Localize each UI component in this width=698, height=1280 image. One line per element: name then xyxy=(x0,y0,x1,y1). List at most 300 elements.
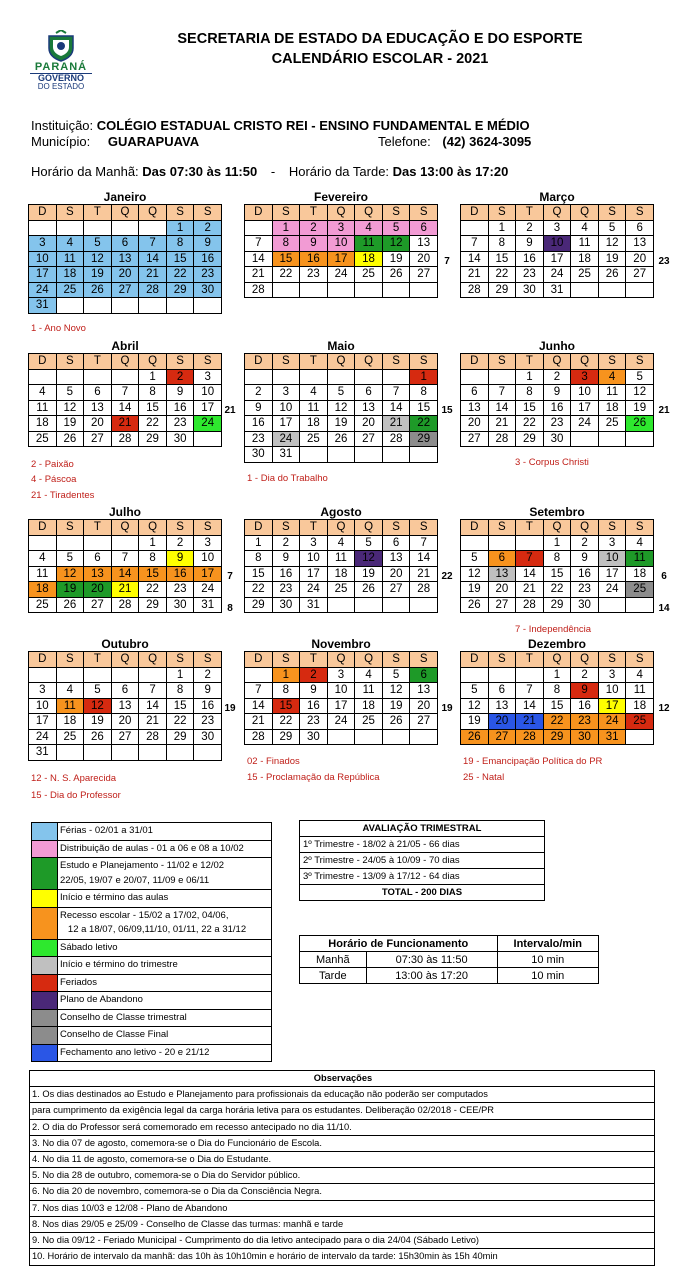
day-cell: 17 xyxy=(300,567,328,583)
day-cell: 10 xyxy=(300,551,328,567)
day-cell: 15 xyxy=(516,401,544,417)
day-cell: 5 xyxy=(383,221,411,237)
day-cell: 21 xyxy=(139,267,167,283)
day-cell: 28 xyxy=(410,582,438,598)
empty-cell xyxy=(57,370,85,386)
day-cell: 5 xyxy=(57,385,85,401)
day-cell: 10 xyxy=(599,683,627,699)
day-cell: 26 xyxy=(84,730,112,746)
observation-item: 8. Nos dias 29/05 e 25/09 - Conselho de Classe das turmas: manhã e tarde xyxy=(30,1217,654,1233)
weekday-header: S xyxy=(410,520,438,536)
day-cell: 9 xyxy=(194,236,222,252)
observation-item: 10. Horário de intervalo da manhã: das 10h às 10h10min e horário de intervalo da tarde: 15h30min às 15h 40min xyxy=(32,1251,498,1262)
day-cell: 27 xyxy=(489,730,517,746)
day-cell: 17 xyxy=(328,699,356,715)
day-cell: 16 xyxy=(571,699,599,715)
day-cell: 20 xyxy=(355,416,383,432)
institution-label: Instituição: xyxy=(31,118,94,133)
day-cell: 18 xyxy=(57,714,85,730)
empty-cell xyxy=(571,432,599,448)
day-cell: 31 xyxy=(599,730,627,746)
day-cell: 13 xyxy=(383,551,411,567)
day-cell: 8 xyxy=(167,683,195,699)
day-cell: 22 xyxy=(139,416,167,432)
day-cell: 3 xyxy=(29,236,57,252)
day-cell: 6 xyxy=(410,668,438,684)
day-cell: 30 xyxy=(273,598,301,614)
day-cell: 22 xyxy=(167,267,195,283)
legend-text: Sábado letivo xyxy=(60,941,118,953)
day-cell: 22 xyxy=(410,416,438,432)
day-cell: 7 xyxy=(489,385,517,401)
weekday-header: Q xyxy=(355,652,383,668)
empty-cell xyxy=(328,598,356,614)
weekday-header: S xyxy=(383,520,411,536)
day-cell: 24 xyxy=(599,714,627,730)
weekday-header: T xyxy=(84,652,112,668)
day-cell: 26 xyxy=(599,267,627,283)
day-cell: 19 xyxy=(328,416,356,432)
weekday-header: Q xyxy=(571,652,599,668)
evaluation-row: 2º Trimestre - 24/05 à 10/09 - 70 dias xyxy=(300,853,545,869)
day-cell: 24 xyxy=(328,267,356,283)
day-cell: 26 xyxy=(84,283,112,299)
day-cell: 20 xyxy=(461,416,489,432)
shift-name: Manhã xyxy=(300,952,367,968)
day-cell: 3 xyxy=(599,668,627,684)
day-cell: 11 xyxy=(57,252,85,268)
weekday-header: S xyxy=(57,205,85,221)
day-cell: 24 xyxy=(29,730,57,746)
phone-label: Telefone: xyxy=(378,134,431,149)
day-cell: 19 xyxy=(57,416,85,432)
day-cell: 14 xyxy=(112,401,140,417)
day-cell: 5 xyxy=(461,551,489,567)
weekday-header: D xyxy=(245,652,273,668)
day-cell: 24 xyxy=(544,267,572,283)
day-cell: 9 xyxy=(167,385,195,401)
day-cell: 4 xyxy=(599,370,627,386)
weekday-header: Q xyxy=(139,652,167,668)
empty-cell xyxy=(489,668,517,684)
empty-cell xyxy=(626,283,654,299)
weekday-header: Q xyxy=(355,354,383,370)
day-cell: 31 xyxy=(273,447,301,463)
day-cell: 22 xyxy=(544,582,572,598)
interval-header: Intervalo/min xyxy=(497,936,598,952)
day-cell: 8 xyxy=(410,385,438,401)
day-cell: 24 xyxy=(328,714,356,730)
empty-cell xyxy=(84,668,112,684)
weekday-header: Q xyxy=(544,205,572,221)
monthly-school-days: 14 xyxy=(658,603,670,614)
weekday-header: S xyxy=(194,652,222,668)
day-cell: 15 xyxy=(489,252,517,268)
monthly-school-days: 7 xyxy=(227,571,233,582)
day-cell: 21 xyxy=(489,416,517,432)
month-grid xyxy=(28,651,222,761)
empty-cell xyxy=(626,598,654,614)
day-cell: 11 xyxy=(328,551,356,567)
institution-line xyxy=(31,118,530,133)
day-cell: 12 xyxy=(461,699,489,715)
legend-row xyxy=(32,957,271,975)
day-cell: 19 xyxy=(383,252,411,268)
day-cell: 28 xyxy=(139,730,167,746)
phone-value: (42) 3624-3095 xyxy=(442,134,532,149)
monthly-school-days: 23 xyxy=(658,256,670,267)
day-cell: 20 xyxy=(84,416,112,432)
day-cell: 10 xyxy=(29,699,57,715)
day-cell: 18 xyxy=(355,699,383,715)
day-cell: 5 xyxy=(626,370,654,386)
day-cell: 21 xyxy=(245,267,273,283)
weekday-header: Q xyxy=(112,205,140,221)
weekday-header: T xyxy=(84,354,112,370)
empty-cell xyxy=(167,298,195,314)
empty-cell xyxy=(461,668,489,684)
day-cell: 6 xyxy=(112,236,140,252)
weekday-header: T xyxy=(516,652,544,668)
month-name: Dezembro xyxy=(527,637,586,651)
day-cell: 13 xyxy=(461,401,489,417)
legend-swatch xyxy=(32,841,58,858)
header-title: SECRETARIA DE ESTADO DA EDUCAÇÃO E DO ESPORTE xyxy=(177,31,583,47)
day-cell: 31 xyxy=(194,598,222,614)
empty-cell xyxy=(328,283,356,299)
day-cell: 5 xyxy=(383,668,411,684)
day-cell: 27 xyxy=(84,598,112,614)
month-grid xyxy=(460,651,654,745)
day-cell: 29 xyxy=(544,730,572,746)
day-cell: 2 xyxy=(300,221,328,237)
day-cell: 3 xyxy=(194,536,222,552)
day-cell: 28 xyxy=(112,598,140,614)
day-cell: 23 xyxy=(167,416,195,432)
day-cell: 30 xyxy=(571,598,599,614)
day-cell: 25 xyxy=(57,283,85,299)
day-cell: 1 xyxy=(410,370,438,386)
day-cell: 22 xyxy=(167,714,195,730)
empty-cell xyxy=(599,432,627,448)
day-cell: 31 xyxy=(29,298,57,314)
day-cell: 13 xyxy=(112,252,140,268)
weekday-header: S xyxy=(599,354,627,370)
day-cell: 22 xyxy=(516,416,544,432)
empty-cell xyxy=(355,598,383,614)
empty-cell xyxy=(516,668,544,684)
day-cell: 1 xyxy=(516,370,544,386)
day-cell: 4 xyxy=(328,536,356,552)
day-cell: 29 xyxy=(167,730,195,746)
day-cell: 24 xyxy=(571,416,599,432)
day-cell: 21 xyxy=(245,714,273,730)
empty-cell xyxy=(461,221,489,237)
legend-row xyxy=(32,1010,271,1028)
day-cell: 7 xyxy=(245,236,273,252)
empty-cell xyxy=(84,221,112,237)
month-grid xyxy=(244,519,438,613)
monthly-school-days: 15 xyxy=(441,405,453,416)
day-cell: 13 xyxy=(626,236,654,252)
day-cell: 7 xyxy=(112,385,140,401)
empty-cell xyxy=(29,370,57,386)
day-cell: 28 xyxy=(139,283,167,299)
day-cell: 16 xyxy=(300,699,328,715)
empty-cell xyxy=(57,298,85,314)
day-cell: 6 xyxy=(626,221,654,237)
day-cell: 26 xyxy=(57,598,85,614)
schedule-line xyxy=(31,164,508,179)
empty-cell xyxy=(84,298,112,314)
weekday-header: S xyxy=(626,205,654,221)
day-cell: 14 xyxy=(461,252,489,268)
legend-row xyxy=(32,1045,271,1062)
day-cell: 5 xyxy=(84,683,112,699)
day-cell: 16 xyxy=(300,252,328,268)
day-cell: 4 xyxy=(626,668,654,684)
weekday-header: S xyxy=(599,205,627,221)
day-cell: 30 xyxy=(544,432,572,448)
weekday-header: Q xyxy=(328,520,356,536)
legend-text: Início e término das aulas xyxy=(60,892,169,903)
legend-swatch xyxy=(32,957,58,974)
day-cell: 2 xyxy=(167,370,195,386)
weekday-header: Q xyxy=(328,652,356,668)
empty-cell xyxy=(112,668,140,684)
weekday-header: T xyxy=(300,520,328,536)
day-cell: 16 xyxy=(245,416,273,432)
day-cell: 14 xyxy=(383,401,411,417)
weekday-header: S xyxy=(57,652,85,668)
legend-row xyxy=(32,940,271,958)
day-cell: 7 xyxy=(139,683,167,699)
day-cell: 11 xyxy=(355,683,383,699)
day-cell: 7 xyxy=(112,551,140,567)
day-cell: 8 xyxy=(245,551,273,567)
day-cell: 15 xyxy=(273,699,301,715)
weekday-header: S xyxy=(273,652,301,668)
day-cell: 10 xyxy=(273,401,301,417)
day-cell: 8 xyxy=(273,236,301,252)
holiday-note-abr-1: 2 - Paixão xyxy=(31,459,74,470)
weekday-header: Q xyxy=(571,520,599,536)
day-cell: 12 xyxy=(626,385,654,401)
schedule-separator: - xyxy=(270,164,276,179)
day-cell: 16 xyxy=(167,401,195,417)
monthly-school-days: 21 xyxy=(224,405,236,416)
day-cell: 17 xyxy=(194,567,222,583)
month-grid xyxy=(460,204,654,298)
empty-cell xyxy=(626,432,654,448)
day-cell: 2 xyxy=(544,370,572,386)
day-cell: 25 xyxy=(29,432,57,448)
day-cell: 21 xyxy=(383,416,411,432)
day-cell: 25 xyxy=(626,714,654,730)
evaluation-row: 3º Trimestre - 13/09 à 17/12 - 64 dias xyxy=(300,869,545,885)
day-cell: 9 xyxy=(167,551,195,567)
day-cell: 5 xyxy=(84,236,112,252)
day-cell: 24 xyxy=(300,582,328,598)
day-cell: 10 xyxy=(29,252,57,268)
day-cell: 21 xyxy=(516,582,544,598)
day-cell: 18 xyxy=(626,699,654,715)
day-cell: 6 xyxy=(112,683,140,699)
monthly-school-days: 7 xyxy=(444,256,450,267)
monthly-school-days: 19 xyxy=(224,703,236,714)
day-cell: 30 xyxy=(167,432,195,448)
day-cell: 1 xyxy=(167,668,195,684)
day-cell: 19 xyxy=(461,582,489,598)
empty-cell xyxy=(112,536,140,552)
weekday-header: S xyxy=(410,354,438,370)
day-cell: 7 xyxy=(461,236,489,252)
day-cell: 12 xyxy=(383,683,411,699)
legend-text: Distribuição de aulas - 01 a 06 e 08 a 10/02 xyxy=(60,842,244,854)
holiday-note-dez-2: 25 - Natal xyxy=(463,772,505,783)
day-cell: 7 xyxy=(383,385,411,401)
weekday-header: T xyxy=(516,520,544,536)
day-cell: 6 xyxy=(410,221,438,237)
day-cell: 22 xyxy=(489,267,517,283)
day-cell: 26 xyxy=(57,432,85,448)
observation-item: 7. Nos dias 10/03 e 12/08 - Plano de Abandono xyxy=(30,1201,654,1217)
day-cell: 23 xyxy=(516,267,544,283)
weekday-header: T xyxy=(300,652,328,668)
day-cell: 11 xyxy=(29,567,57,583)
day-cell: 8 xyxy=(544,551,572,567)
day-cell: 29 xyxy=(139,432,167,448)
day-cell: 8 xyxy=(273,683,301,699)
day-cell: 14 xyxy=(112,567,140,583)
empty-cell xyxy=(599,598,627,614)
day-cell: 30 xyxy=(571,730,599,746)
day-cell: 22 xyxy=(245,582,273,598)
day-cell: 2 xyxy=(273,536,301,552)
monthly-school-days: 19 xyxy=(441,703,453,714)
day-cell: 19 xyxy=(57,582,85,598)
weekday-header: D xyxy=(245,205,273,221)
day-cell: 9 xyxy=(571,551,599,567)
day-cell: 17 xyxy=(29,714,57,730)
day-cell: 23 xyxy=(300,267,328,283)
empty-cell xyxy=(383,598,411,614)
day-cell: 26 xyxy=(461,598,489,614)
day-cell: 7 xyxy=(245,683,273,699)
empty-cell xyxy=(355,370,383,386)
month-name: Março xyxy=(539,190,575,204)
holiday-note-nov-2: 15 - Proclamação da República xyxy=(247,772,380,783)
shift-name: Tarde xyxy=(300,968,367,984)
day-cell: 9 xyxy=(273,551,301,567)
month-calendar-março xyxy=(460,190,654,298)
weekday-header: S xyxy=(626,652,654,668)
empty-cell xyxy=(300,370,328,386)
day-cell: 10 xyxy=(599,551,627,567)
day-cell: 20 xyxy=(410,252,438,268)
observations-box xyxy=(29,1070,655,1266)
empty-cell xyxy=(84,745,112,761)
day-cell: 7 xyxy=(516,683,544,699)
observation-item: 9. No dia 09/12 - Feriado Municipal - Cumprimento do dia letivo antecipado para o dia 24/04 (Sábado Letivo) xyxy=(30,1233,654,1249)
morning-label: Horário da Manhã: xyxy=(31,164,139,179)
legend-swatch xyxy=(32,890,58,907)
day-cell: 16 xyxy=(273,567,301,583)
day-cell: 24 xyxy=(599,582,627,598)
weekday-header: D xyxy=(29,520,57,536)
day-cell: 5 xyxy=(461,683,489,699)
weekday-header: D xyxy=(29,354,57,370)
holiday-note-nov-1: 02 - Finados xyxy=(247,756,300,767)
weekday-header: S xyxy=(167,205,195,221)
weekday-header: Q xyxy=(571,354,599,370)
empty-cell xyxy=(29,668,57,684)
day-cell: 6 xyxy=(84,385,112,401)
day-cell: 20 xyxy=(112,267,140,283)
day-cell: 21 xyxy=(461,267,489,283)
month-calendar-julho xyxy=(28,505,222,613)
day-cell: 22 xyxy=(544,714,572,730)
weekday-header: S xyxy=(599,520,627,536)
empty-cell xyxy=(84,536,112,552)
day-cell: 12 xyxy=(383,236,411,252)
day-cell: 17 xyxy=(599,699,627,715)
day-cell: 15 xyxy=(245,567,273,583)
day-cell: 1 xyxy=(167,221,195,237)
legend-row xyxy=(32,1027,271,1045)
day-cell: 10 xyxy=(571,385,599,401)
weekday-header: Q xyxy=(139,520,167,536)
day-cell: 29 xyxy=(544,598,572,614)
empty-cell xyxy=(139,668,167,684)
day-cell: 8 xyxy=(139,385,167,401)
day-cell: 12 xyxy=(328,401,356,417)
day-cell: 14 xyxy=(245,699,273,715)
day-cell: 13 xyxy=(112,699,140,715)
month-grid xyxy=(244,353,438,463)
month-calendar-dezembro xyxy=(460,637,654,745)
empty-cell xyxy=(410,730,438,746)
weekday-header: S xyxy=(489,520,517,536)
day-cell: 23 xyxy=(571,714,599,730)
day-cell: 15 xyxy=(139,567,167,583)
weekday-header: Q xyxy=(139,205,167,221)
day-cell: 17 xyxy=(29,267,57,283)
holiday-note-abr-2: 4 - Páscoa xyxy=(31,474,77,485)
day-cell: 11 xyxy=(29,401,57,417)
day-cell: 17 xyxy=(599,567,627,583)
empty-cell xyxy=(355,730,383,746)
day-cell: 12 xyxy=(461,567,489,583)
empty-cell xyxy=(139,298,167,314)
month-name: Outubro xyxy=(101,637,149,651)
day-cell: 27 xyxy=(383,582,411,598)
legend-swatch xyxy=(32,908,58,939)
day-cell: 12 xyxy=(84,699,112,715)
empty-cell xyxy=(489,370,517,386)
day-cell: 26 xyxy=(383,714,411,730)
empty-cell xyxy=(29,221,57,237)
weekday-header: T xyxy=(300,354,328,370)
day-cell: 25 xyxy=(300,432,328,448)
day-cell: 19 xyxy=(84,267,112,283)
weekday-header: T xyxy=(300,205,328,221)
day-cell: 16 xyxy=(571,567,599,583)
day-cell: 27 xyxy=(489,598,517,614)
day-cell: 2 xyxy=(194,668,222,684)
day-cell: 28 xyxy=(516,730,544,746)
monthly-school-days: 21 xyxy=(658,405,670,416)
